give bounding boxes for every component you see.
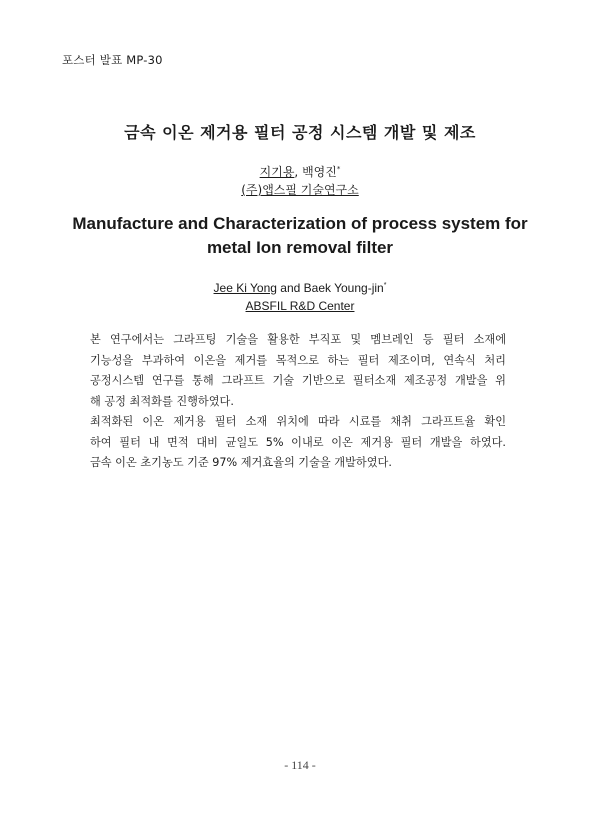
abstract-line: 최적화된 이온 제거용 필터 소재 위치에 따라 시료를 채취 그라프트율 확인 (90, 415, 506, 428)
session-label: 포스터 발표 MP-30 (62, 53, 163, 67)
abstract-line: 본 연구에서는 그라프팅 기술을 활용한 부직포 및 멤브레인 등 필터 소재에 (90, 333, 506, 346)
english-title (0, 212, 600, 260)
korean-author-1: 지기용 (259, 165, 295, 179)
english-author-1: Jee Ki Yong (213, 281, 277, 295)
english-author-2: Baek Young-jin (303, 281, 384, 295)
abstract-line: 해 공정 최적화를 진행하였다. (90, 394, 234, 408)
corresponding-mark: * (336, 165, 341, 173)
english-authors (0, 281, 600, 295)
abstract-line: 기능성을 부과하여 이온을 제거를 목적으로 하는 필터 제조이며, 연속식 처리 (90, 353, 506, 367)
abstract-line: 하여 필터 내 면적 대비 균일도 5% 이내로 이온 제거용 필터 개발을 하였다. (90, 435, 506, 449)
abstract-line: 금속 이온 초기농도 기준 97% 제거효율의 기술을 개발하였다. (90, 456, 392, 469)
english-author-connector: and (276, 281, 304, 295)
page-number: - 114 - (284, 758, 316, 772)
korean-author-separator: , (294, 165, 303, 179)
english-corresponding-mark: * (383, 282, 387, 289)
korean-title: 금속 이온 제거용 필터 공정 시스템 개발 및 제조 (124, 123, 476, 142)
abstract-line: 공정시스템 연구를 통해 그라프트 기술 기반으로 필터소재 제조공정 개발을 위 (90, 374, 506, 387)
english-title-line-1: Manufacture and Characterization of process system for (72, 214, 528, 233)
english-title-line-2: metal Ion removal filter (206, 238, 394, 257)
korean-affiliation: (주)앱스필 기술연구소 (241, 183, 359, 197)
english-affiliation: ABSFIL R&D Center (245, 299, 355, 313)
korean-author-2: 백영진 (302, 165, 337, 179)
abstract-body (90, 330, 506, 474)
korean-authors (0, 163, 600, 180)
